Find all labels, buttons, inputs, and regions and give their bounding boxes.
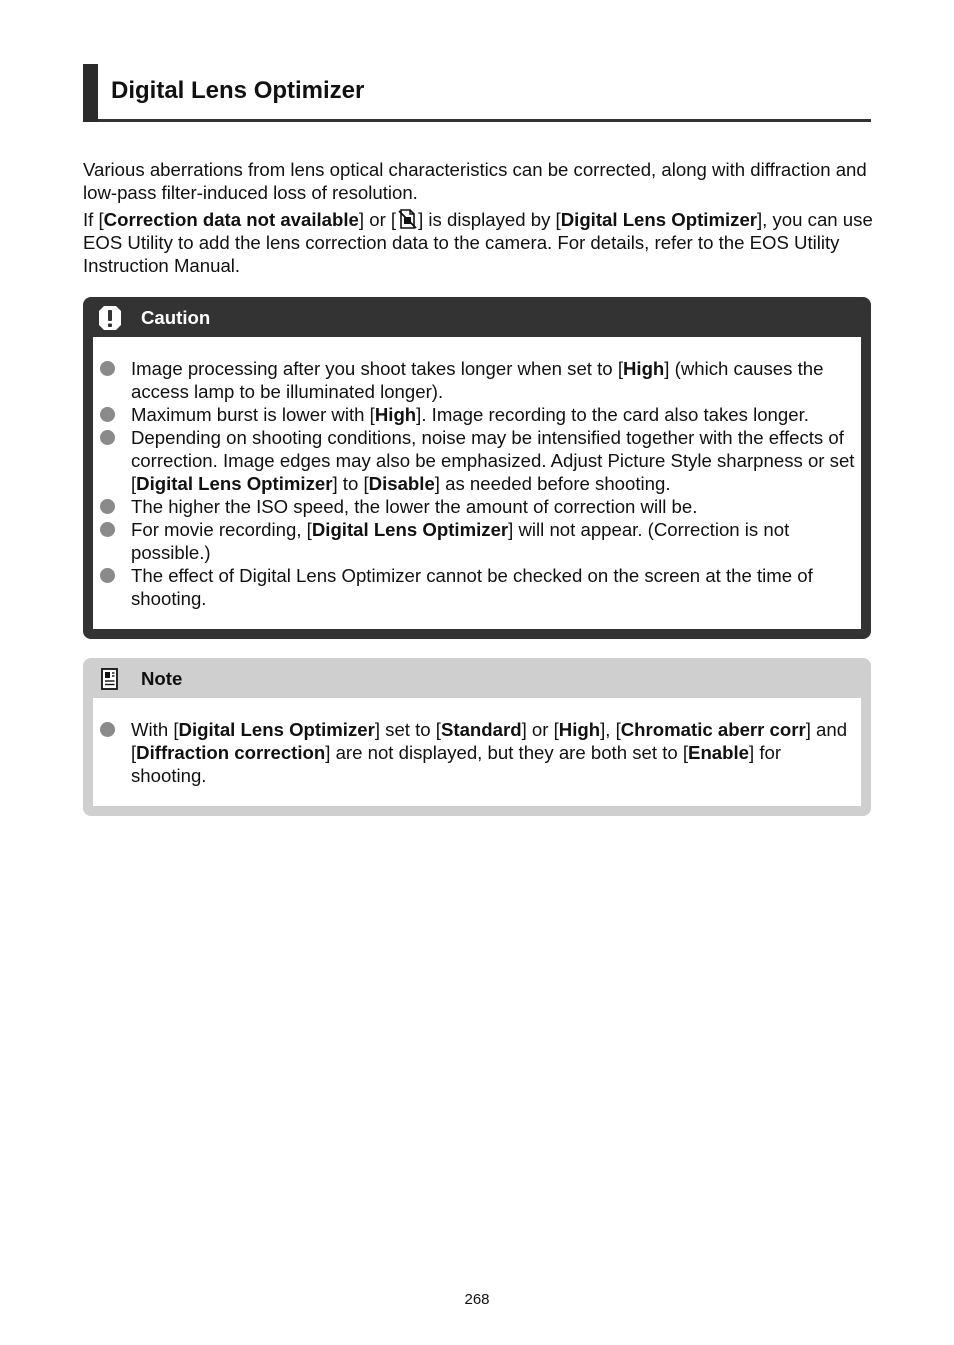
list-item: For movie recording, [Digital Lens Optimizer] will not appear. (Correction is not possible.) (93, 518, 861, 564)
bullet-icon (100, 522, 115, 537)
note-content (93, 698, 861, 806)
memo-icon (98, 666, 122, 692)
intro-paragraph-2: If [Correction data not available] or [ ] is displayed by [Digital Lens Optimizer], you can use EOS Utility to add the lens correction data to the camera. For details, refer to the EOS Utility Instruction Manual. (83, 209, 873, 276)
caution-list (93, 357, 861, 610)
bullet-icon (100, 430, 115, 445)
exclamation-icon (98, 305, 122, 331)
caution-box (83, 297, 871, 639)
no-correction-data-icon (396, 208, 418, 230)
caution-header (83, 297, 871, 337)
page-title: Digital Lens Optimizer (111, 77, 365, 104)
bullet-icon (100, 568, 115, 583)
bullet-icon (100, 722, 115, 737)
caution-content (93, 337, 861, 629)
note-label: Note (141, 668, 183, 689)
note-box (83, 658, 871, 816)
intro-text (83, 158, 873, 281)
list-item: The higher the ISO speed, the lower the amount of correction will be. (93, 495, 861, 518)
list-item: Image processing after you shoot takes longer when set to [High] (which causes the access lamp to be illuminated longer). (93, 357, 861, 403)
note-list (93, 718, 861, 787)
heading-accent-bar (83, 64, 98, 122)
bullet-icon (100, 361, 115, 376)
note-header (83, 658, 871, 698)
bullet-icon (100, 499, 115, 514)
caution-label: Caution (141, 307, 211, 328)
list-item: With [Digital Lens Optimizer] set to [Standard] or [High], [Chromatic aberr corr] and [Diffraction correction] are not displayed, but they are both set to [Enable] for shooting. (93, 718, 861, 787)
list-item: Depending on shooting conditions, noise may be intensified together with the effects of correction. Image edges may also be emphasized. Adjust Picture Style sharpness or set [Digital Lens Optimizer] to [Disable] as needed before shooting. (93, 426, 861, 495)
list-item: The effect of Digital Lens Optimizer cannot be checked on the screen at the time of shooting. (93, 564, 861, 610)
list-item: Maximum burst is lower with [High]. Image recording to the card also takes longer. (93, 403, 861, 426)
bullet-icon (100, 407, 115, 422)
page-number: 268 (464, 1291, 490, 1308)
intro-paragraph-1: Various aberrations from lens optical characteristics can be corrected, along with diffraction and low-pass filter-induced loss of resolution. (83, 159, 867, 203)
section-heading-bar (83, 64, 871, 122)
